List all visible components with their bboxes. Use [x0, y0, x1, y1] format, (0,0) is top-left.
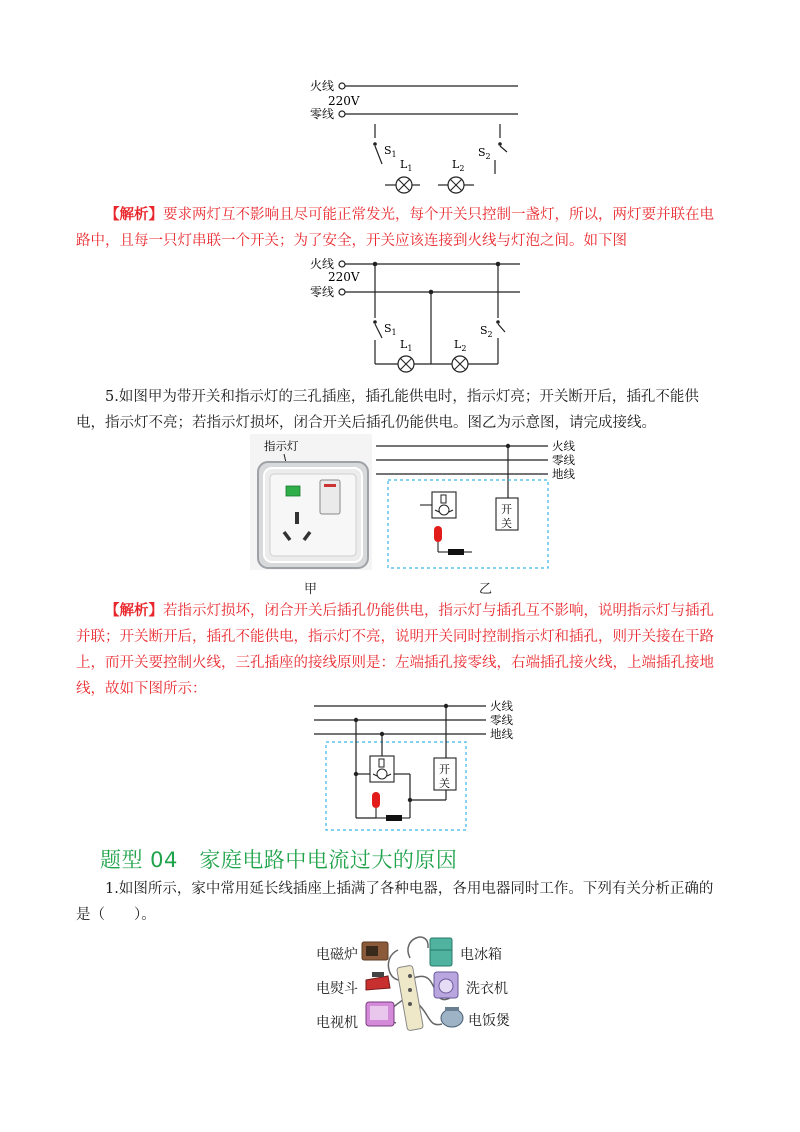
socket-schematic-figure [372, 438, 602, 570]
voltage-label: 220V [328, 94, 360, 108]
svg-text:开: 开 [501, 503, 512, 516]
s1-label: $S_1$ [384, 322, 397, 337]
indicator-light-label: 指示灯 [264, 439, 299, 453]
socket-photo-figure [250, 434, 372, 570]
neutral-wire-label: 零线 [490, 713, 513, 727]
analysis-paragraph-1 [76, 202, 726, 254]
power-strip-icon [397, 965, 424, 1031]
analysis-paragraph-2 [76, 598, 726, 702]
section-heading: 题型 04 家庭电路中电流过大的原因 [100, 848, 458, 872]
svg-text:关: 关 [439, 777, 450, 790]
voltage-label: 220V [328, 270, 360, 284]
switch-box-icon [434, 758, 456, 790]
label-iron: 电熨斗 [316, 981, 358, 997]
neutral-wire-label: 零线 [310, 285, 335, 299]
l2-label: $L_2$ [452, 158, 465, 173]
circuit-diagram-question [300, 74, 530, 196]
analysis-text: 要求两灯互不影响且尽可能正常发光，每个开关只控制一盏灯，所以，两灯要并联在电路中，且每一只灯串联一个开关；为了安全，开关应该连接到火线与灯泡之间。如下图 [76, 207, 714, 249]
svg-text:开: 开 [439, 763, 450, 776]
l1-label: $L_1$ [400, 158, 413, 173]
indicator-light-icon [286, 486, 300, 496]
washing-machine-icon [434, 972, 458, 998]
indicator-lamp-resistor-icon [434, 526, 472, 555]
induction-cooker-icon [362, 942, 388, 960]
svg-text:关: 关 [501, 517, 512, 530]
analysis-tag: 【解析】 [105, 206, 163, 223]
three-hole-socket-icon [370, 756, 394, 782]
s2-label: $S_2$ [478, 146, 491, 161]
live-wire-label: 火线 [310, 257, 335, 271]
figure-yi-caption: 乙 [479, 582, 493, 597]
live-wire-label: 火线 [490, 700, 513, 713]
question-5-text: 5.如图甲为带开关和指示灯的三孔插座，插孔能供电时，指示灯亮；开关断开后，插孔不能供电，指示灯不亮；若指示灯损坏，闭合开关后插孔仍能供电。图乙为示意图，请完成接线。 [76, 389, 699, 431]
live-wire-label: 火线 [552, 439, 575, 453]
lamp-l2-icon [452, 356, 468, 372]
live-wire-label: 火线 [310, 79, 335, 93]
s1-label: $S_1$ [384, 144, 397, 159]
analysis-tag: 【解析】 [105, 602, 163, 619]
lamp-l2-icon [448, 177, 464, 193]
s2-label: $S_2$ [480, 324, 493, 339]
neutral-wire-label: 零线 [552, 453, 575, 467]
three-hole-socket-icon [420, 492, 456, 518]
analysis-text: 若指示灯损坏，闭合开关后插孔仍能供电，指示灯与插孔互不影响，说明指示灯与插孔并联；开关断开后，插孔不能供电，指示灯不亮，说明开关同时控制指示灯和插孔，则开关接在干路上，而开关要控制火线，三孔插座的接线原则是：左端插孔接零线，右端插孔接火线，上端插孔接地线，故如下图所示： [76, 603, 714, 697]
iron-icon [366, 972, 390, 990]
label-fridge: 电冰箱 [460, 947, 502, 963]
indicator-lamp-resistor-icon [372, 792, 410, 821]
lamp-l1-icon [398, 356, 414, 372]
question-1-text: 1.如图所示，家中常用延长线插座上插满了各种电器，各用电器同时工作。下列有关分析正确的是（ ）。 [76, 881, 714, 923]
circuit-diagram-answer [300, 252, 530, 376]
label-washer: 洗衣机 [466, 981, 508, 997]
label-rice-cooker: 电饭煲 [468, 1013, 510, 1029]
label-induction-cooker: 电磁炉 [316, 947, 358, 963]
ground-wire-label: 地线 [552, 467, 575, 481]
switch-box-icon [496, 498, 518, 530]
ground-wire-label: 地线 [490, 727, 513, 741]
rice-cooker-icon [441, 1007, 463, 1027]
l2-label: $L_2$ [454, 338, 467, 353]
label-tv: 电视机 [316, 1015, 358, 1031]
l1-label: $L_1$ [400, 338, 413, 353]
figure-jia-caption: 甲 [304, 582, 318, 597]
tv-icon [366, 1002, 394, 1026]
neutral-wire-label: 零线 [310, 107, 335, 121]
lamp-l1-icon [396, 177, 412, 193]
socket-answer-figure [310, 700, 530, 834]
fridge-icon [430, 938, 452, 966]
